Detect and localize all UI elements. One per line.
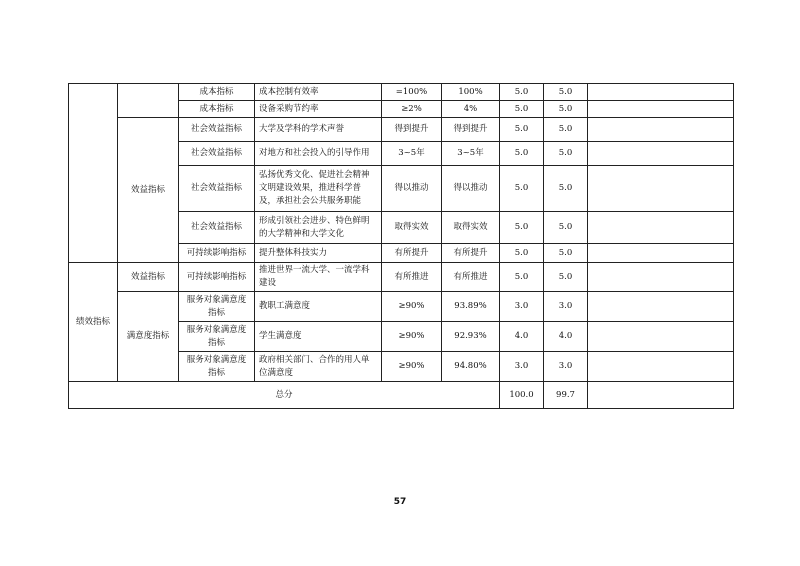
weight-cell: 5.0	[500, 101, 544, 118]
score-cell: 5.0	[544, 101, 588, 118]
performance-table	[68, 83, 734, 409]
remark-cell	[588, 322, 734, 352]
indicator-cell: 推进世界一流大学、一流学科建设	[255, 263, 382, 292]
remark-cell	[588, 352, 734, 382]
indicator-cell: 弘扬优秀文化、促进社会精神文明建设效果，推进科学普及，承担社会公共服务职能	[255, 166, 382, 212]
actual-cell: 4%	[442, 101, 500, 118]
remark-cell	[588, 212, 734, 244]
actual-cell: 100%	[442, 84, 500, 101]
level3-cell: 社会效益指标	[179, 142, 255, 166]
target-cell: 有所推进	[382, 263, 442, 292]
indicator-cell: 对地方和社会投入的引导作用	[255, 142, 382, 166]
weight-cell: 5.0	[500, 244, 544, 263]
satisfaction-indicator-cell: 满意度指标	[118, 292, 179, 382]
level3-cell: 社会效益指标	[179, 166, 255, 212]
blank-level2-cell	[118, 84, 179, 118]
performance-indicator-cell: 绩效指标	[69, 263, 118, 382]
actual-cell: 得到提升	[442, 118, 500, 142]
score-cell: 3.0	[544, 292, 588, 322]
remark-cell	[588, 101, 734, 118]
indicator-cell: 学生满意度	[255, 322, 382, 352]
weight-cell: 5.0	[500, 166, 544, 212]
target-cell: 得到提升	[382, 118, 442, 142]
weight-cell: 5.0	[500, 212, 544, 244]
score-cell: 4.0	[544, 322, 588, 352]
target-cell: =100%	[382, 84, 442, 101]
indicator-cell: 大学及学科的学术声誉	[255, 118, 382, 142]
remark-cell	[588, 118, 734, 142]
score-cell: 5.0	[544, 263, 588, 292]
level3-cell: 可持续影响指标	[179, 244, 255, 263]
level3-cell: 服务对象满意度指标	[179, 352, 255, 382]
actual-cell: 得以推动	[442, 166, 500, 212]
remark-cell	[588, 142, 734, 166]
score-cell: 5.0	[544, 118, 588, 142]
weight-cell: 5.0	[500, 118, 544, 142]
score-cell: 5.0	[544, 84, 588, 101]
score-cell: 5.0	[544, 212, 588, 244]
score-cell: 5.0	[544, 166, 588, 212]
target-cell: 有所提升	[382, 244, 442, 263]
actual-cell: 92.93%	[442, 322, 500, 352]
table-row	[69, 84, 734, 101]
weight-cell: 5.0	[500, 142, 544, 166]
remark-cell	[588, 166, 734, 212]
score-cell: 5.0	[544, 244, 588, 263]
actual-cell: 取得实效	[442, 212, 500, 244]
indicator-cell: 提升整体科技实力	[255, 244, 382, 263]
weight-cell: 5.0	[500, 84, 544, 101]
weight-cell: 3.0	[500, 352, 544, 382]
level3-cell: 成本指标	[179, 84, 255, 101]
level3-cell: 可持续影响指标	[179, 263, 255, 292]
actual-cell: 93.89%	[442, 292, 500, 322]
target-cell: ≥90%	[382, 352, 442, 382]
level3-cell: 成本指标	[179, 101, 255, 118]
table-row	[69, 263, 734, 292]
remark-cell	[588, 84, 734, 101]
target-cell: ≥90%	[382, 322, 442, 352]
actual-cell: 有所提升	[442, 244, 500, 263]
level3-cell: 社会效益指标	[179, 212, 255, 244]
score-cell: 5.0	[544, 142, 588, 166]
table-row	[69, 292, 734, 322]
remark-cell	[588, 292, 734, 322]
indicator-cell: 形成引领社会进步、特色鲜明的大学精神和大学文化	[255, 212, 382, 244]
remark-cell	[588, 263, 734, 292]
page-number: 57	[393, 497, 407, 507]
blank-level1-cell	[69, 84, 118, 263]
benefit-indicator-cell-2: 效益指标	[118, 263, 179, 292]
level3-cell: 服务对象满意度指标	[179, 292, 255, 322]
benefit-indicator-cell: 效益指标	[118, 118, 179, 263]
weight-cell: 4.0	[500, 322, 544, 352]
level3-cell: 服务对象满意度指标	[179, 322, 255, 352]
target-cell: ≥90%	[382, 292, 442, 322]
indicator-cell: 政府相关部门、合作的用人单位满意度	[255, 352, 382, 382]
actual-cell: 94.80%	[442, 352, 500, 382]
target-cell: ≥2%	[382, 101, 442, 118]
score-cell: 3.0	[544, 352, 588, 382]
total-remark	[588, 382, 734, 409]
indicator-cell: 成本控制有效率	[255, 84, 382, 101]
target-cell: 3~5年	[382, 142, 442, 166]
total-score: 99.7	[544, 382, 588, 409]
remark-cell	[588, 244, 734, 263]
indicator-cell: 设备采购节约率	[255, 101, 382, 118]
actual-cell: 3~5年	[442, 142, 500, 166]
total-weight: 100.0	[500, 382, 544, 409]
weight-cell: 3.0	[500, 292, 544, 322]
actual-cell: 有所推进	[442, 263, 500, 292]
total-row	[69, 382, 734, 409]
target-cell: 得以推动	[382, 166, 442, 212]
indicator-cell: 教职工满意度	[255, 292, 382, 322]
level3-cell: 社会效益指标	[179, 118, 255, 142]
weight-cell: 5.0	[500, 263, 544, 292]
table-row	[69, 118, 734, 142]
target-cell: 取得实效	[382, 212, 442, 244]
total-label: 总分	[69, 382, 500, 409]
